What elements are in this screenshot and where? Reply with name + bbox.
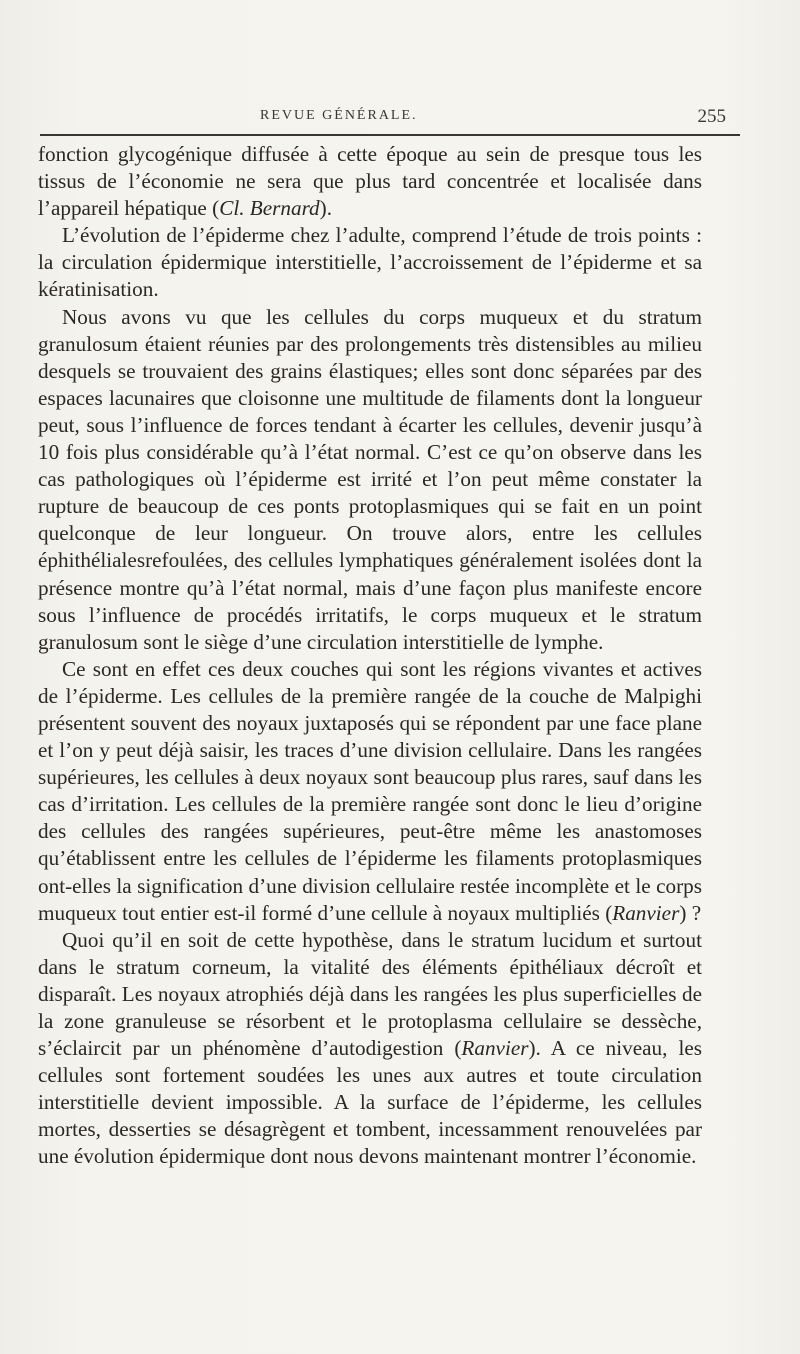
text-run: Nous avons vu que les cellules du corps muqueux et du stratum granulosum étaient réunies par des prolongements très distensibles au milieu desquels se trouvaient des grains élastiques; elles sont donc séparées par des espaces lacunaires que cloisonne une multitude de filaments dont la longueur peut, sous l’influence de forces tendant à écarter les cellules, devenir jusqu’à 10 fois plus considérable qu’à l’état normal. C’est ce qu’on observe dans les cas pathologiques où l’épiderme est irrité et l’on peut même constater la rupture de beaucoup de ces ponts protoplasmiques qui se fait en un point quelconque de leur longueur. On trouve alors, entre les cellules éphithélialesrefoulées, des cellules lymphatiques généralement isolées dont la présence montre qu’à l’état normal, mais d’une façon plus manifeste encore sous l’influence de procédés irritatifs, le corps muqueux et le stratum granulosum sont le siège d’une circulation interstitielle de lymphe. — [38, 304, 702, 654]
italic-citation: Ranvier — [461, 1036, 529, 1061]
text-run: fonction glycogénique diffusée à cette époque au sein de presque tous les tissus de l’économie ne sera que plus tard concentrée et localisée dans l’appareil hépatique ( — [38, 142, 702, 221]
text-run: Ce sont en effet ces deux couches qui sont les régions vivantes et actives de l’épiderme. Les cellules de la première rangée de la couche de Malpighi présentent souvent des noyaux juxtaposés qui se répondent par une face plane et l’on y peut déjà saisir, les traces d’une division cellulaire. Dans les rangées supérieures, les cellules à deux noyaux sont beaucoup plus rares, sauf dans les cas d’irritation. Les cellules de la première rangée sont donc le lieu d’origine des cellules des rangées supérieures, peut-être même les anastomoses qu’établissent entre les cellules de l’épiderme les filaments protoplasmiques ont-elles la signification d’une division cellulaire restée incomplète et le corps muqueux tout entier est-il formé d’une cellule à noyaux multipliés ( — [38, 656, 702, 925]
paragraph — [38, 304, 702, 656]
italic-citation: Cl. Bernard — [219, 196, 320, 221]
page-number: 255 — [697, 106, 726, 127]
body-text — [38, 141, 702, 1171]
page-header — [40, 106, 740, 130]
italic-citation: Ranvier — [612, 900, 680, 925]
paragraph — [38, 927, 702, 1171]
running-head: REVUE GÉNÉRALE. — [260, 108, 418, 123]
text-run: Quoi qu’il en soit de cette hypothèse, dans le stratum lucidum et surtout dans le stratum corneum, la vitalité des éléments épithéliaux décroît et disparaît. Les noyaux atrophiés déjà dans les rangées les plus superficielles de la zone granuleuse se résorbent et le protoplasma cellulaire se dessèche, s’éclaircit par un phénomène d’autodigestion ( — [38, 927, 702, 1061]
paragraph — [38, 141, 702, 222]
text-run: ). A ce niveau, les cellules sont fortement soudées les unes aux autres et toute circulation interstitielle devient impossible. A la surface de l’épiderme, les cellules mortes, desserties se désagrègent et tombent, incessamment renouvelées par une évolution épidermique dont nous devons maintenant montrer l’économie. — [38, 1036, 702, 1169]
text-run: ). — [319, 196, 332, 221]
text-run: ) ? — [679, 900, 702, 925]
paragraph — [38, 656, 702, 927]
text-run: L’évolution de l’épiderme chez l’adulte, comprend l’étude de trois points : la circulation épidermique interstitielle, l’accroissement de l’épiderme et sa kératinisation. — [38, 223, 702, 302]
header-rule — [40, 134, 740, 136]
paragraph — [38, 222, 702, 303]
